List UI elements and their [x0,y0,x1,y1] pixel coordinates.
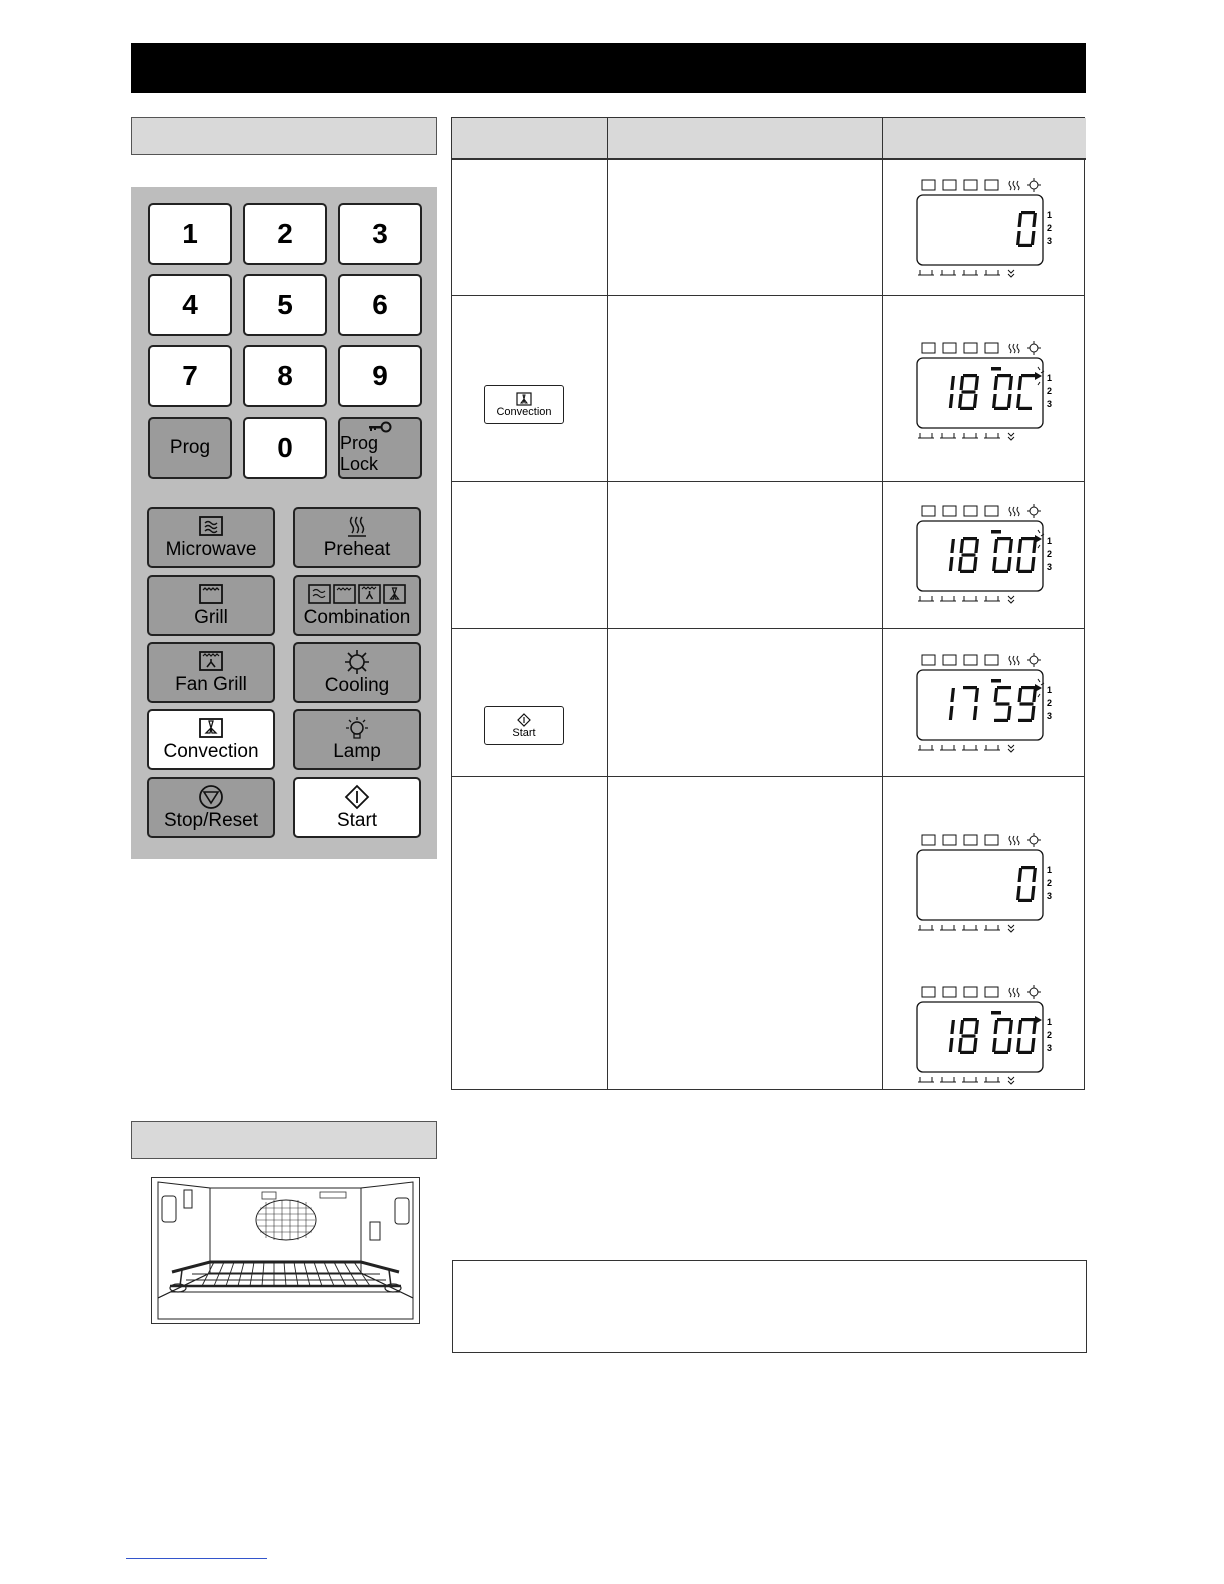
lcd-digit [949,1020,955,1052]
grill-icon [943,987,956,997]
stop-icon [197,784,225,810]
grill-icon [943,835,956,845]
key-7[interactable]: 7 [148,345,232,407]
grill-icon [943,180,956,190]
convection-icon [198,717,224,739]
cooling-icon [1030,836,1038,844]
steps-table [451,117,1085,1090]
microwave-icon [922,506,935,516]
convection-icon [985,343,998,353]
lcd-mode-icons [922,985,1041,999]
microwave-icon [922,343,935,353]
keypad-panel [131,187,437,859]
preheat-icon [1009,988,1019,997]
table-header-step [452,118,607,160]
table-header-instructions [608,118,882,160]
grill-icon [943,506,956,516]
prog-lock-button[interactable]: Prog Lock [338,417,422,479]
convection-step-button[interactable]: Convection [484,385,564,424]
lcd-level-number: 3 [1047,562,1053,572]
lcd-level-number: 2 [1047,1030,1053,1040]
preheat-icon [344,515,370,537]
lcd-digit [963,686,979,720]
preheat-icon [1009,507,1019,516]
fan-grill-button[interactable]: Fan Grill [147,642,275,703]
lcd-digit [1018,686,1038,722]
convection-icon [516,392,532,406]
preheat-icon [1009,181,1019,190]
lcd-display [916,985,1056,1090]
cooling-icon [1030,181,1038,189]
lcd-level-number: 1 [1047,210,1053,220]
cooling-icon [1030,344,1038,352]
preheat-icon [1009,344,1019,353]
lcd-digit [1016,374,1035,410]
lcd-level-number: 1 [1047,536,1053,546]
lcd-screen [917,521,1043,591]
lcd-rack-icons [918,433,1014,440]
preheat-icon [1009,656,1019,665]
lcd-digit [994,686,1012,722]
lcd-rack-icons [918,745,1014,752]
lcd-screen [917,1002,1043,1072]
fan-grill-icon [964,835,977,845]
cooling-icon [342,649,372,675]
fan-grill-icon [964,506,977,516]
preheat-icon [1009,836,1019,845]
microwave-icon [922,835,935,845]
lcd-digit [949,376,955,408]
lcd-bar-indicator [991,530,1001,534]
lcd-rack-icons [918,925,1014,932]
lcd-display [916,833,1056,938]
cooling-icon [1030,507,1038,515]
lcd-digit [1016,537,1037,573]
fan-grill-icon [964,987,977,997]
key-icon [367,421,393,433]
lcd-digit [949,688,955,720]
fan-grill-icon [964,180,977,190]
start-step-button[interactable]: Start [484,706,564,745]
lcd-mode-icons [922,833,1041,847]
lcd-rack-icons [918,270,1014,277]
combination-icon [307,583,407,605]
preheat-button[interactable]: Preheat [293,507,421,568]
key-1[interactable]: 1 [148,203,232,265]
footer-divider [126,1558,267,1559]
lcd-digit [992,537,1013,573]
lamp-button[interactable]: Lamp [293,709,421,770]
lcd-screen [917,358,1043,428]
accessory-header [131,1121,437,1159]
lcd-digit [958,537,979,573]
lcd-level-number: 3 [1047,891,1053,901]
note-box [452,1260,1087,1353]
lcd-arrow-indicator [1035,1016,1042,1024]
cooling-icon [1030,656,1038,664]
lcd-level-number: 3 [1047,1043,1053,1053]
lcd-level-number: 1 [1047,685,1053,695]
microwave-button[interactable]: Microwave [147,507,275,568]
lcd-level-number: 2 [1047,698,1053,708]
lcd-display [916,504,1056,609]
grill-icon [943,655,956,665]
lcd-digit [958,374,979,410]
lcd-digit [1016,866,1037,902]
start-icon [343,784,371,810]
start-icon [516,713,532,727]
lcd-digit [992,374,1013,410]
lcd-digit [1016,1018,1037,1054]
lcd-level-number: 3 [1047,711,1053,721]
fan-grill-icon [964,343,977,353]
convection-icon [985,655,998,665]
fan-grill-icon [964,655,977,665]
start-button[interactable]: Start [293,777,421,838]
lcd-mode-icons [922,504,1041,518]
lcd-level-number: 3 [1047,399,1053,409]
lcd-rack-icons [918,596,1014,603]
lcd-bar-indicator [991,367,1001,371]
key-0[interactable]: 0 [243,417,327,479]
grill-icon [198,583,224,605]
lcd-level-number: 2 [1047,386,1053,396]
lcd-digit [1016,211,1037,247]
fan-grill-icon [198,650,224,672]
oven-interior-illustration [151,1177,420,1324]
page-title-bar [131,43,1086,93]
lcd-level-number: 1 [1047,865,1053,875]
lcd-mode-icons [922,341,1041,355]
lcd-level-number: 2 [1047,549,1053,559]
lcd-digit [992,1018,1013,1054]
lcd-level-number: 3 [1047,236,1053,246]
key-6[interactable]: 6 [338,274,422,336]
convection-button[interactable]: Convection [147,709,275,770]
lcd-display [916,178,1056,283]
table-header-display [883,118,1086,160]
lcd-screen [917,195,1043,265]
key-3[interactable]: 3 [338,203,422,265]
control-panel-header [131,117,437,155]
lcd-display [916,341,1056,446]
key-9[interactable]: 9 [338,345,422,407]
lcd-mode-icons [922,178,1041,192]
lcd-digit [958,1018,979,1054]
grill-button[interactable]: Grill [147,575,275,636]
prog-button[interactable]: Prog [148,417,232,479]
lcd-screen [917,850,1043,920]
microwave-icon [198,515,224,537]
lcd-bar-indicator [991,679,1001,683]
stop-reset-button[interactable]: Stop/Reset [147,777,275,838]
lcd-rack-icons [918,1077,1014,1084]
convection-icon [985,180,998,190]
microwave-icon [922,180,935,190]
microwave-icon [922,655,935,665]
key-4[interactable]: 4 [148,274,232,336]
cooling-icon [1030,988,1038,996]
lcd-level-number: 1 [1047,373,1053,383]
microwave-icon [922,987,935,997]
convection-icon [985,506,998,516]
convection-icon [985,835,998,845]
lcd-level-number: 1 [1047,1017,1053,1027]
key-8[interactable]: 8 [243,345,327,407]
key-5[interactable]: 5 [243,274,327,336]
lcd-mode-icons [922,653,1041,667]
lcd-bar-indicator [991,1011,1001,1015]
lamp-icon [342,717,372,741]
convection-icon [985,987,998,997]
lcd-display [916,653,1056,758]
lcd-level-number: 2 [1047,223,1053,233]
key-2[interactable]: 2 [243,203,327,265]
lcd-digit [949,539,955,571]
cooling-button[interactable]: Cooling [293,642,421,703]
grill-icon [943,343,956,353]
oven-rack-image [152,1178,419,1323]
combination-button[interactable]: Combination [293,575,421,636]
lcd-level-number: 2 [1047,878,1053,888]
